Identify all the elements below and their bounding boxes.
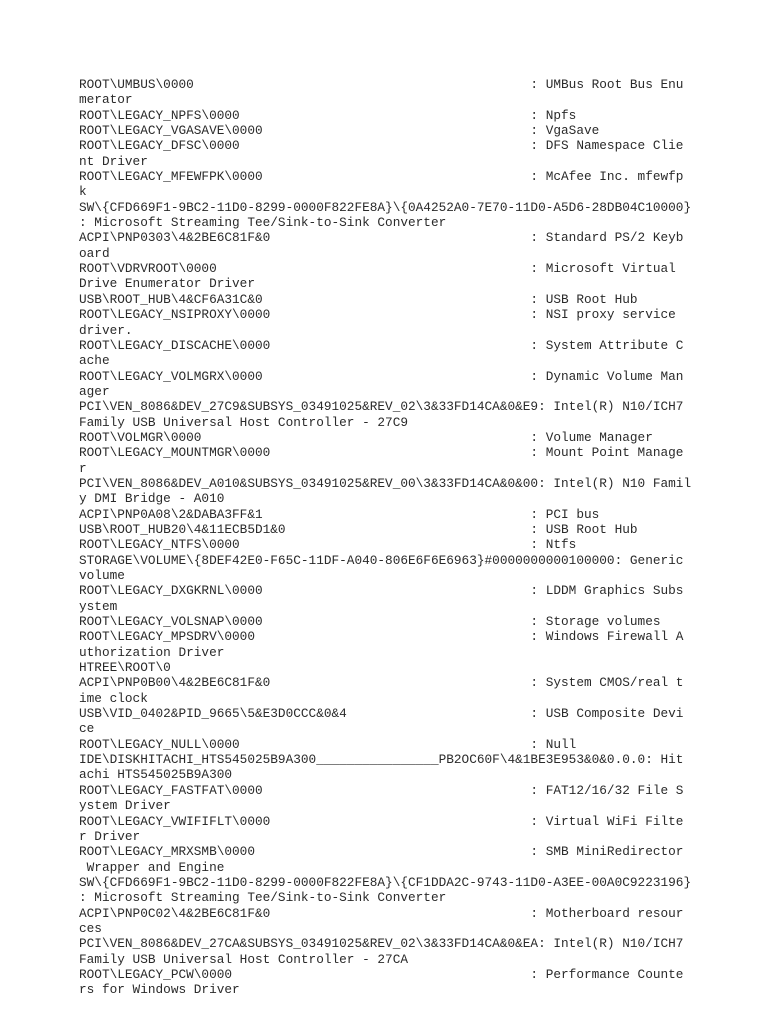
document-line: Family USB Universal Host Controller - 27CA: [79, 951, 409, 967]
document-line: ROOT\LEGACY_VOLMGRX\0000 : Dynamic Volume Man: [79, 368, 684, 384]
document-line: r Driver: [79, 828, 141, 844]
document-line: ROOT\LEGACY_MRXSMB\0000 : SMB MiniRedirector: [79, 844, 684, 860]
document-line: ROOT\LEGACY_NSIPROXY\0000 : NSI proxy service: [79, 307, 676, 323]
document-line: SW\{CFD669F1-9BC2-11D0-8299-0000F822FE8A}\{CF1DDA2C-9743-11D0-A3EE-00A0C9223196}: [79, 874, 692, 890]
document-line: ROOT\VOLMGR\0000 : Volume Manager: [79, 429, 653, 445]
document-line: ROOT\LEGACY_NTFS\0000 : Ntfs: [79, 537, 577, 553]
document-line: volume: [79, 568, 125, 583]
document-line: ROOT\LEGACY_NULL\0000 : Null: [79, 736, 577, 752]
document-line: Wrapper and Engine: [79, 859, 225, 875]
document-line: merator: [79, 92, 133, 108]
document-line: ROOT\LEGACY_NPFS\0000 : Npfs: [79, 107, 577, 123]
document-line: ROOT\LEGACY_PCW\0000 : Performance Counte: [79, 966, 684, 982]
document-line: ROOT\LEGACY_MFEWFPK\0000 : McAfee Inc. mfewfp: [79, 169, 684, 185]
document-line: HTREE\ROOT\0: [79, 660, 171, 676]
document-line: PCI\VEN_8086&DEV_27CA&SUBSYS_03491025&REV_02\3&33FD14CA&0&EA: Intel(R) N10/ICH7: [79, 936, 684, 952]
document-line: ystem: [79, 598, 118, 614]
document-line: ROOT\LEGACY_DFSC\0000 : DFS Namespace Clie: [79, 138, 684, 154]
document-line: ACPI\PNP0A08\2&DABA3FF&1 : PCI bus: [79, 506, 600, 522]
document-line: ce: [79, 721, 95, 737]
document-line: ystem Driver: [79, 798, 171, 814]
document-line: STORAGE\VOLUME\{8DEF42E0-F65C-11DF-A040-806E6F6E6963}#0000000000100000: Generic: [79, 552, 684, 568]
document-line: ager: [79, 383, 110, 399]
document-line: ACPI\PNP0303\4&2BE6C81F&0 : Standard PS/2 Keyb: [79, 230, 684, 246]
document-line: ROOT\LEGACY_VWIFIFLT\0000 : Virtual WiFi Filte: [79, 813, 684, 829]
document-line: : Microsoft Streaming Tee/Sink-to-Sink Converter: [79, 890, 447, 906]
document-line: USB\VID_0402&PID_9665\5&E3D0CCC&0&4 : USB Composite Devi: [79, 706, 684, 722]
document-line: ache: [79, 353, 110, 369]
document-line: ROOT\LEGACY_VGASAVE\0000 : VgaSave: [79, 123, 600, 139]
document-line: driver.: [79, 322, 133, 338]
document-line: ROOT\LEGACY_MOUNTMGR\0000 : Mount Point Manage: [79, 445, 684, 461]
document-line: ROOT\LEGACY_DXGKRNL\0000 : LDDM Graphics Subs: [79, 583, 684, 599]
document-line: IDE\DISKHITACHI_HTS545025B9A300________________PB2OC60F\4&1BE3E953&0&0.0.0: Hit: [79, 752, 684, 768]
document-line: Drive Enumerator Driver: [79, 276, 255, 292]
document-line: k: [79, 184, 87, 200]
document-line: ces: [79, 920, 102, 936]
document-line: SW\{CFD669F1-9BC2-11D0-8299-0000F822FE8A}\{0A4252A0-7E70-11D0-A5D6-28DB04C10000}: [79, 199, 692, 215]
document-line: ROOT\LEGACY_DISCACHE\0000 : System Attribute C: [79, 337, 684, 353]
document-line: USB\ROOT_HUB\4&CF6A31C&0 : USB Root Hub: [79, 291, 638, 307]
document-line: ime clock: [79, 690, 148, 706]
document-line: USB\ROOT_HUB20\4&11ECB5D1&0 : USB Root Hub: [79, 521, 638, 537]
document-line: PCI\VEN_8086&DEV_A010&SUBSYS_03491025&REV_00\3&33FD14CA&0&00: Intel(R) N10 Famil: [79, 475, 692, 491]
document-line: oard: [79, 245, 110, 261]
document-line: ROOT\LEGACY_FASTFAT\0000 : FAT12/16/32 File S: [79, 782, 684, 798]
document-line: ROOT\VDRVROOT\0000 : Microsoft Virtual: [79, 261, 676, 277]
document-line: uthorization Driver: [79, 644, 225, 660]
document-line: ROOT\UMBUS\0000 : UMBus Root Bus Enu: [79, 77, 684, 92]
document-line: achi HTS545025B9A300: [79, 767, 233, 783]
document-line: y DMI Bridge - A010: [79, 491, 225, 507]
document-line: rs for Windows Driver: [79, 982, 240, 998]
document-line: Family USB Universal Host Controller - 27C9: [79, 414, 409, 430]
document-line: r: [79, 460, 87, 476]
document-line: ACPI\PNP0B00\4&2BE6C81F&0 : System CMOS/real t: [79, 675, 684, 691]
document-line: ACPI\PNP0C02\4&2BE6C81F&0 : Motherboard resour: [79, 905, 684, 921]
document-line: PCI\VEN_8086&DEV_27C9&SUBSYS_03491025&REV_02\3&33FD14CA&0&E9: Intel(R) N10/ICH7: [79, 399, 684, 415]
device-list-document: [79, 77, 719, 998]
document-line: : Microsoft Streaming Tee/Sink-to-Sink Converter: [79, 215, 447, 231]
document-line: ROOT\LEGACY_MPSDRV\0000 : Windows Firewall A: [79, 629, 684, 645]
document-line: nt Driver: [79, 153, 148, 169]
document-line: ROOT\LEGACY_VOLSNAP\0000 : Storage volumes: [79, 614, 661, 630]
